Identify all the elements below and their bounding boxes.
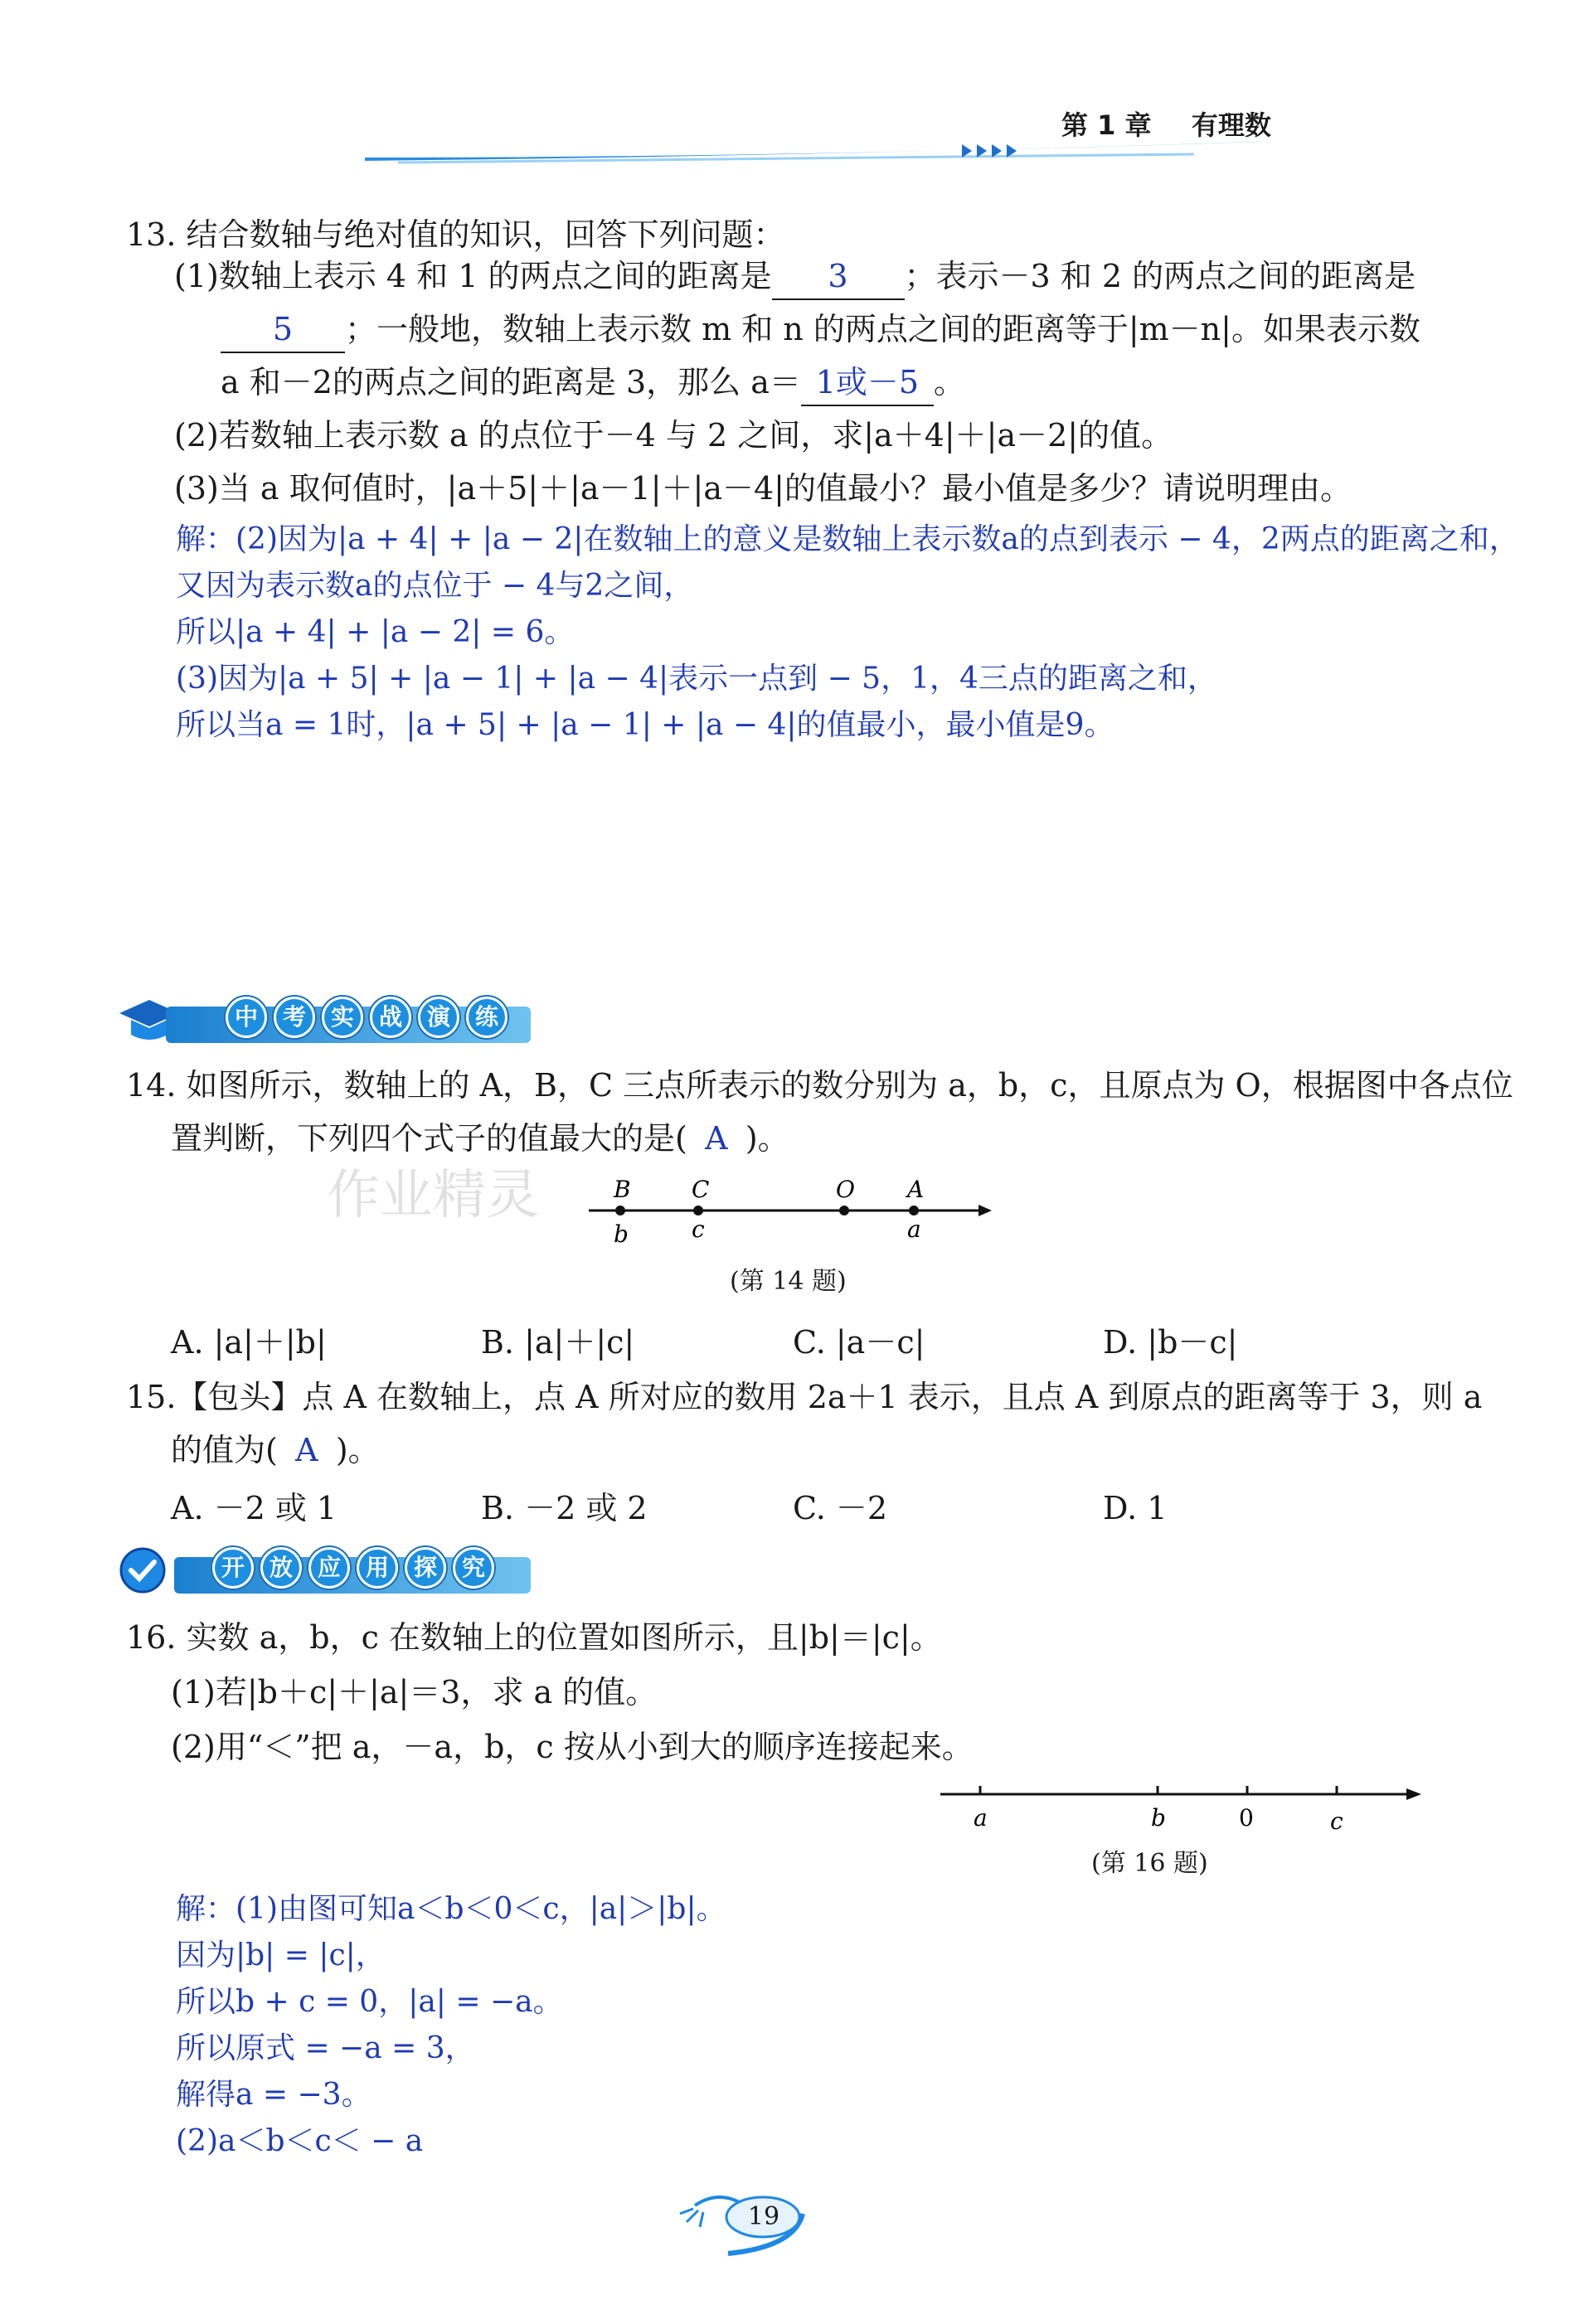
value-label-c: c <box>692 1215 705 1243</box>
q14-caption: (第 14 题) <box>730 1267 847 1296</box>
page-number-badge <box>670 2181 819 2263</box>
value-label-b: b <box>614 1220 629 1248</box>
q14-option-d: D. |b－c| <box>1103 1324 1238 1361</box>
chapter-title: 有理数 <box>1191 109 1271 141</box>
q14-number-line <box>580 1169 995 1252</box>
q14-option-b: B. |a|＋|c| <box>481 1324 635 1361</box>
q14-option-c: C. |a－c| <box>793 1324 925 1361</box>
q13-part1-line2: 5 ；一般地，数轴上表示数 m 和 n 的两点之间的距离等于|m－n|。如果表示数 <box>221 307 1420 353</box>
q16-solution-line: 所以b + c = 0，|a| = −a。 <box>176 1985 563 2019</box>
q15-answer: A <box>295 1432 318 1468</box>
q13-part1-line3: a 和－2的两点之间的距离是 3，那么 a＝ 1或－5 。 <box>221 360 965 406</box>
q16-caption: (第 16 题) <box>1091 1849 1208 1878</box>
q16-solution-line: 所以原式 = −a = 3， <box>176 2031 475 2065</box>
axis-label-zero: 0 <box>1239 1804 1254 1832</box>
axis-label-c: c <box>1330 1807 1343 1835</box>
section-banner-open-application <box>116 1540 547 1599</box>
q16-part1: (1)若|b＋c|＋|a|＝3，求 a 的值。 <box>171 1674 658 1710</box>
chapter-number: 第 1 章 <box>1061 109 1152 141</box>
axis-label-a: a <box>974 1804 988 1832</box>
q13-blank1: 3 <box>772 254 905 300</box>
q16-stem: 16. 实数 a，b，c 在数轴上的位置如图所示，且|b|＝|c|。 <box>126 1619 942 1656</box>
q15-line1: 15.【包头】点 A 在数轴上，点 A 所对应的数用 2a＋1 表示，且点 A 到原点的距离等于 3，则 a <box>126 1379 1483 1415</box>
watermark: 作业精灵 <box>327 1165 539 1226</box>
point-label-C: C <box>692 1176 710 1203</box>
section-char: 究 <box>453 1547 494 1589</box>
point-label-A: A <box>907 1176 925 1203</box>
section-char: 战 <box>370 997 411 1038</box>
q16-solution-line: 解：(1)由图可知a＜b＜0＜c，|a|＞|b|。 <box>176 1892 726 1926</box>
check-badge-icon <box>116 1545 171 1597</box>
q15-option-d: D. 1 <box>1103 1490 1168 1526</box>
section-char: 实 <box>322 997 363 1038</box>
section-char: 探 <box>405 1547 446 1589</box>
q13-part3: (3)当 a 取何值时，|a＋5|＋|a－1|＋|a－4|的值最小？最小值是多少？请说明理由。 <box>174 470 1352 507</box>
section-char: 放 <box>260 1547 302 1589</box>
section-char: 练 <box>466 997 507 1038</box>
q15-option-a: A. －2 或 1 <box>171 1490 338 1526</box>
q13-part2: (2)若数轴上表示数 a 的点位于－4 与 2 之间，求|a＋4|＋|a－2|的值。 <box>174 417 1173 454</box>
q14-option-a: A. |a|＋|b| <box>171 1324 327 1361</box>
q15-option-c: C. －2 <box>793 1490 888 1526</box>
value-label-a: a <box>907 1215 921 1243</box>
q13-solution-line: 所以|a + 4| + |a − 2| = 6。 <box>176 615 575 649</box>
q13-blank3: 1或－5 <box>801 360 934 406</box>
q14-line1: 14. 如图所示，数轴上的 A，B，C 三点所表示的数分别为 a，b，c，且原点为 O，根据图中各点位 <box>126 1067 1513 1104</box>
section-char: 开 <box>212 1547 254 1589</box>
q16-part2: (2)用“＜”把 a，－a，b，c 按从小到大的顺序连接起来。 <box>171 1729 974 1765</box>
point-label-O: O <box>836 1176 855 1203</box>
q13-solution-line: 解：(2)因为|a + 4| + |a − 2|在数轴上的意义是数轴上表示数a的点到表示 − 4，2两点的距离之和， <box>176 522 1519 556</box>
q16-solution-line: (2)a＜b＜c＜ − a <box>176 2124 424 2158</box>
q13-blank2: 5 <box>221 307 345 353</box>
q14-answer: A <box>705 1120 728 1157</box>
section-char: 演 <box>418 997 459 1038</box>
section-char: 用 <box>357 1547 398 1589</box>
q13-solution-line: (3)因为|a + 5| + |a − 1| + |a − 4|表示一点到 − 5，1，4三点的距离之和， <box>176 662 1217 696</box>
q13-stem: 13. 结合数轴与绝对值的知识，回答下列问题： <box>126 216 785 253</box>
q15-line2: 的值为( A )。 <box>171 1428 380 1473</box>
page-number: 19 <box>747 2202 780 2231</box>
q16-solution-line: 因为|b| = |c|， <box>176 1938 386 1972</box>
q16-solution-line: 解得a = −3。 <box>176 2078 372 2112</box>
q13-solution-line: 又因为表示数a的点位于 − 4与2之间， <box>176 569 694 603</box>
section-banner-exam-practice <box>116 990 547 1048</box>
q15-option-b: B. －2 或 2 <box>481 1490 648 1526</box>
axis-label-b: b <box>1151 1804 1166 1832</box>
q13-part1-line1: (1)数轴上表示 4 和 1 的两点之间的距离是 3 ；表示－3 和 2 的两点之间的距离是 <box>174 254 1416 300</box>
q16-number-line <box>937 1774 1426 1841</box>
section-char: 应 <box>308 1547 350 1589</box>
header-swoosh <box>365 133 1426 169</box>
point-label-B: B <box>614 1176 631 1203</box>
section-char: 中 <box>226 997 267 1038</box>
q14-line2: 置判断，下列四个式子的值最大的是( A )。 <box>171 1116 789 1161</box>
section-char: 考 <box>274 997 315 1038</box>
q13-solution-line: 所以当a = 1时，|a + 5| + |a − 1| + |a − 4|的值最小，最小值是9。 <box>176 708 1115 742</box>
